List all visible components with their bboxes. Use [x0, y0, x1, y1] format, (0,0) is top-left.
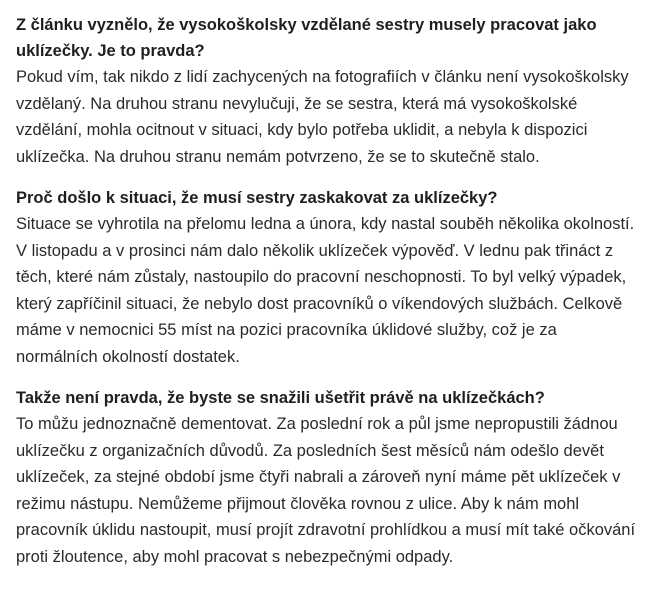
qa-section-2 [16, 185, 636, 370]
answer-1: Pokud vím, tak nikdo z lidí zachycených na fotografiích v článku není vysokoškolsky vzdělaný. Na druhou stranu nevylučuji, že se sestra, která má vysokoškolské vzdělání, mohla ocitnout v situaci, kdy bylo potřeba uklidit, a nebyla k dispozici uklízečka. Na druhou stranu nemám potvrzeno, že se to skutečně stalo. [16, 68, 629, 166]
answer-2: Situace se vyhrotila na přelomu ledna a února, kdy nastal souběh několika okolností. V listopadu a v prosinci nám dalo několik uklízeček výpověď. V lednu pak třináct z těch, které nám zůstaly, nastoupilo do pracovní neschopnosti. To byl velký výpadek, který zapříčinil situaci, že nebylo dost pracovníků o víkendových službách. Celkově máme v nemocnici 55 míst na pozici pracovníka úklidové služby, což je za normálních okolností dostatek. [16, 215, 635, 366]
answer-3: To můžu jednoznačně dementovat. Za poslední rok a půl jsme nepropustili žádnou uklízečku z organizačních důvodů. Za posledních šest měsíců nám odešlo devět uklízeček, za stejné období jsme čtyři nabrali a zároveň nyní máme pět uklízeček v režimu nástupu. Nemůžeme přijmout člověka rovnou z ulice. Aby k nám mohl pracovník úklidu nastoupit, musí projít zdravotní prohlídkou a musí mít také očkování proti žloutence, aby mohl pracovat s nebezpečnými odpady. [16, 415, 636, 566]
question-2: Proč došlo k situaci, že musí sestry zaskakovat za uklízečky? [16, 189, 498, 207]
question-1: Z článku vyznělo, že vysokoškolsky vzdělané sestry musely pracovat jako uklízečky. Je to pravda? [16, 16, 597, 60]
question-3: Takže není pravda, že byste se snažili ušetřit právě na uklízečkách? [16, 389, 545, 407]
qa-section-1 [16, 12, 636, 170]
qa-section-3 [16, 385, 636, 570]
